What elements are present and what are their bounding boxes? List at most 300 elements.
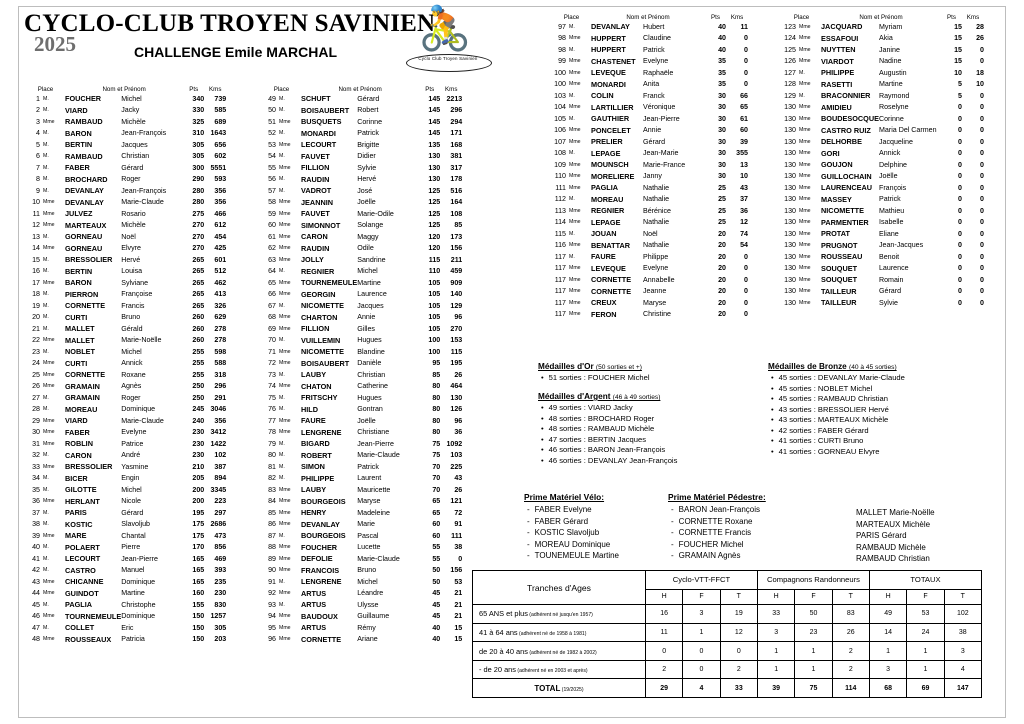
cell-first-name: Noël [121, 232, 136, 241]
cell-first-name: Catherine [357, 382, 388, 391]
cell-first-name: Engin [121, 474, 140, 483]
cell-last-name: LEVEQUE [591, 263, 626, 273]
cell-points: 105 [428, 313, 441, 322]
cell-place: 51 [268, 117, 276, 126]
cell-kms: 126 [450, 405, 463, 414]
age-cell: 24 [907, 623, 944, 642]
cell-last-name: DEVANLAY [65, 186, 104, 196]
cell-place: 9 [36, 186, 40, 195]
table-row [26, 254, 226, 266]
cell-place: 129 [784, 91, 796, 100]
cell-place: 10 [32, 198, 40, 207]
cell-last-name: HENRY [301, 508, 327, 518]
cell-last-name: COLIN [591, 91, 614, 101]
cell-points: 265 [192, 278, 205, 287]
table-row [782, 286, 984, 298]
cell-first-name: Patrick [643, 45, 665, 54]
cell-first-name: Christian [357, 370, 386, 379]
cell-place: 74 [268, 382, 276, 391]
cell-first-name: Roger [121, 393, 141, 402]
silver-medals-section [538, 392, 763, 466]
table-row [262, 323, 462, 335]
cell-last-name: ARTUS [301, 600, 327, 610]
cell-points: 145 [428, 106, 441, 115]
cell-civility: Mme [569, 138, 581, 145]
cell-place: 26 [32, 382, 40, 391]
table-header-row [26, 86, 226, 93]
table-row [262, 312, 462, 324]
cell-last-name: PARMENTIER [821, 217, 869, 227]
cell-kms: 270 [450, 324, 463, 333]
cell-kms: 108 [450, 209, 463, 218]
table-header-row [782, 14, 984, 21]
cell-civility: Mme [43, 498, 55, 505]
cell-civility: Mme [799, 219, 811, 226]
cell-last-name: MORELIERE [591, 171, 635, 181]
table-row [26, 358, 226, 370]
age-subheader: H [869, 589, 906, 604]
cell-civility: M. [43, 130, 49, 137]
cell-last-name: LAURENCEAU [821, 183, 873, 193]
cell-kms: 894 [214, 474, 227, 483]
cell-first-name: Agnès [121, 382, 142, 391]
table-row [26, 185, 226, 197]
cell-last-name: HILD [301, 404, 319, 414]
cell-kms: 72 [454, 508, 463, 517]
age-cell: 1 [907, 642, 944, 661]
age-data-row [473, 642, 982, 661]
cell-civility: Mme [569, 58, 581, 65]
cell-points: 0 [958, 103, 962, 112]
cell-points: 0 [958, 275, 962, 284]
cell-first-name: Michel [121, 485, 142, 494]
cell-civility: M. [43, 291, 49, 298]
cell-points: 165 [192, 554, 205, 563]
cell-last-name: ROUSSEAU [821, 252, 863, 262]
results-table-2 [262, 86, 462, 645]
table-row [26, 450, 226, 462]
cell-place: 130 [784, 229, 796, 238]
cell-points: 70 [432, 485, 441, 494]
cell-kms: 230 [214, 589, 227, 598]
cell-civility: M. [43, 555, 49, 562]
cell-place: 79 [268, 439, 276, 448]
cell-last-name: LARTILLIER [591, 102, 634, 112]
cell-last-name: FILLION [301, 324, 330, 334]
cell-civility: M. [279, 337, 285, 344]
cell-civility: M. [279, 440, 285, 447]
silver-medals-title: Médailles d'Argent (46 à 49 sorties) [538, 392, 661, 401]
cell-points: 40 [718, 22, 726, 31]
cell-first-name: Slavoljub [121, 520, 151, 529]
cell-civility: M. [569, 92, 575, 99]
cell-first-name: Christiane [357, 428, 390, 437]
cell-civility: Mme [279, 544, 291, 551]
table-row [552, 33, 748, 45]
cell-points: 250 [192, 393, 205, 402]
cell-kms: 739 [214, 94, 227, 103]
table-row [26, 507, 226, 519]
cell-place: 81 [268, 462, 276, 471]
cell-kms: 381 [450, 152, 463, 161]
cell-first-name: Michel [357, 577, 378, 586]
cell-civility: M. [43, 95, 49, 102]
cell-last-name: LECOURT [301, 140, 337, 150]
cell-last-name: LECOURT [65, 554, 101, 564]
cell-last-name: PONCELET [591, 125, 631, 135]
cell-last-name: CARON [301, 232, 328, 242]
list-item: • 45 sorties : NOBLET Michel [776, 384, 998, 393]
table-row [552, 159, 748, 171]
cell-last-name: FAURE [591, 252, 616, 262]
table-row [782, 228, 984, 240]
cell-civility: Mme [569, 242, 581, 249]
cell-points: 310 [192, 129, 205, 138]
cell-points: 25 [718, 206, 726, 215]
table-row [552, 21, 748, 33]
age-total-row [473, 679, 982, 698]
table-row [26, 231, 226, 243]
cell-points: 150 [192, 623, 205, 632]
cell-place: 6 [36, 152, 40, 161]
cell-place: 37 [32, 508, 40, 517]
cell-first-name: Odile [357, 244, 374, 253]
cell-kms: 413 [214, 290, 227, 299]
cell-place: 100 [554, 68, 566, 77]
cell-civility: Mme [43, 279, 55, 286]
cell-civility: M. [43, 176, 49, 183]
cell-kms: 18 [976, 68, 984, 77]
col-place: Place [563, 14, 580, 21]
cell-civility: Mme [279, 613, 291, 620]
cell-civility: Mme [279, 256, 291, 263]
cell-place: 24 [32, 359, 40, 368]
age-cell: 50 [795, 605, 832, 624]
cell-last-name: VADROT [301, 186, 332, 196]
list-item: MARTEAUX Michèle [856, 519, 931, 529]
cell-kms: 0 [980, 160, 984, 169]
cell-last-name: RAUDIN [301, 174, 330, 184]
cell-points: 200 [192, 497, 205, 506]
cell-points: 20 [718, 264, 726, 273]
cell-civility: M. [279, 601, 285, 608]
cell-place: 54 [268, 152, 276, 161]
cell-kms: 103 [450, 451, 463, 460]
cell-points: 85 [432, 370, 441, 379]
cell-civility: Mme [279, 636, 291, 643]
cell-civility: Mme [43, 590, 55, 597]
cell-last-name: ROBLIN [65, 439, 93, 449]
cell-civility: Mme [279, 348, 291, 355]
cell-place: 130 [784, 252, 796, 261]
cell-first-name: Roselyne [878, 103, 909, 112]
cell-first-name: Benoit [878, 252, 900, 261]
cell-points: 0 [958, 126, 962, 135]
age-cell: 1 [757, 660, 794, 679]
club-logo [400, 6, 496, 72]
cell-kms: 466 [214, 209, 227, 218]
cell-points: 300 [192, 163, 205, 172]
cell-civility: M. [279, 268, 285, 275]
cell-civility: Mme [43, 371, 55, 378]
cell-last-name: LENGRENE [301, 577, 342, 587]
table-row [782, 297, 984, 309]
cell-last-name: COLLET [65, 623, 95, 633]
cell-first-name: Manuel [121, 566, 145, 575]
cell-kms: 454 [214, 232, 227, 241]
list-item: • 46 sorties : BARON Jean-François [546, 445, 763, 454]
cell-civility: M. [43, 314, 49, 321]
table-row [262, 611, 462, 623]
cell-civility: Mme [43, 429, 55, 436]
table-row [262, 450, 462, 462]
cell-kms: 0 [980, 218, 984, 227]
table-row [26, 427, 226, 439]
cell-civility: Mme [799, 127, 811, 134]
cell-place: 30 [32, 428, 40, 437]
cell-kms: 60 [740, 126, 748, 135]
cell-first-name: Anita [643, 80, 660, 89]
cell-last-name: PRELIER [591, 137, 623, 147]
cell-first-name: Didier [357, 152, 376, 161]
cell-civility: Mme [569, 207, 581, 214]
cell-last-name: DEVANLAY [591, 22, 630, 32]
cell-points: 60 [432, 520, 441, 529]
cell-civility: Mme [279, 279, 291, 286]
cell-last-name: HUPPERT [591, 45, 626, 55]
cell-points: 0 [958, 114, 962, 123]
age-cell: 3 [869, 660, 906, 679]
cell-first-name: Martine [121, 589, 145, 598]
table-row [782, 194, 984, 206]
cell-first-name: Corinne [878, 114, 904, 123]
col-name: Nom et Prénom [859, 14, 903, 21]
cell-last-name: PROTAT [821, 229, 850, 239]
cell-first-name: Romain [878, 275, 904, 284]
list-item: - FOUCHER Michel [676, 540, 828, 549]
cell-last-name: CHASTENET [591, 56, 636, 66]
cell-first-name: Gérard [121, 163, 144, 172]
cell-last-name: CORNETTE [301, 634, 342, 644]
cell-kms: 355 [736, 149, 748, 158]
cell-points: 340 [192, 94, 205, 103]
table-row [262, 576, 462, 588]
results-table-1 [26, 86, 226, 645]
cell-first-name: Maria Del Carmen [878, 126, 937, 135]
table-row [26, 611, 226, 623]
cell-last-name: ESSAFOUI [821, 33, 859, 43]
col-kms: Kms [209, 86, 222, 93]
cell-points: 275 [192, 209, 205, 218]
cell-civility: Mme [279, 291, 291, 298]
cell-last-name: CHARTON [301, 312, 338, 322]
cell-last-name: PARIS [65, 508, 87, 518]
cell-kms: 593 [214, 175, 227, 184]
cell-first-name: Jean-François [121, 129, 167, 138]
table-row [262, 174, 462, 186]
age-subheader: F [907, 589, 944, 604]
list-item: • 45 sorties : DEVANLAY Marie-Claude [776, 373, 998, 382]
table-row [26, 151, 226, 163]
cell-points: 255 [192, 347, 205, 356]
cell-civility: M. [43, 268, 49, 275]
cell-kms: 0 [980, 252, 984, 261]
list-item: PARIS Gérard [856, 531, 907, 540]
cell-kms: 0 [744, 252, 748, 261]
cell-points: 330 [192, 106, 205, 115]
cell-first-name: Danièle [357, 359, 382, 368]
cell-place: 98 [558, 34, 566, 43]
cell-kms: 0 [744, 45, 748, 54]
cell-civility: Mme [799, 150, 811, 157]
cell-points: 20 [718, 287, 726, 296]
cell-points: 95 [432, 359, 441, 368]
cell-first-name: Gilles [357, 324, 375, 333]
cell-kms: 53 [454, 577, 463, 586]
table-row [262, 565, 462, 577]
cell-first-name: Nathalie [643, 218, 670, 227]
table-row [552, 286, 748, 298]
cell-points: 270 [192, 244, 205, 253]
cell-kms: 629 [214, 313, 227, 322]
cell-place: 98 [558, 45, 566, 54]
cell-civility: Mme [569, 127, 581, 134]
cell-civility: Mme [279, 222, 291, 229]
cell-place: 84 [268, 497, 276, 506]
list-item: - KOSTIC Slavoljub [532, 528, 664, 537]
cell-last-name: SCHUFT [301, 94, 331, 104]
cell-civility: M. [569, 115, 575, 122]
cell-points: 30 [718, 160, 726, 169]
cell-place: 105 [554, 114, 566, 123]
cell-first-name: Christophe [121, 600, 156, 609]
cell-place: 73 [268, 370, 276, 379]
cell-first-name: Annick [878, 149, 901, 158]
cell-first-name: Bruno [357, 566, 377, 575]
cell-first-name: Michel [357, 267, 378, 276]
table-header-row [262, 86, 462, 93]
cell-place: 113 [554, 206, 566, 215]
cell-kms: 464 [450, 382, 463, 391]
cell-points: 5 [958, 80, 962, 89]
table-row [262, 197, 462, 209]
cell-place: 117 [554, 264, 566, 273]
cell-points: 265 [192, 290, 205, 299]
cell-first-name: François [878, 183, 907, 192]
cell-first-name: Jean-François [121, 186, 167, 195]
age-cell: 2 [832, 660, 869, 679]
age-row-label-note: (adhérent né de 1982 à 2002) [527, 649, 597, 656]
age-cell: 49 [869, 605, 906, 624]
cell-place: 20 [32, 313, 40, 322]
cell-last-name: PHILIPPE [301, 473, 335, 483]
age-total-cell: 33 [720, 679, 757, 698]
cell-place: 75 [268, 393, 276, 402]
table-row [262, 553, 462, 565]
cell-first-name: Noël [643, 229, 658, 238]
cell-first-name: Hugues [357, 393, 382, 402]
list-item: • 49 sorties : VIARD Jacky [546, 403, 763, 412]
table-row [262, 484, 462, 496]
list-item: - FABER Gérard [532, 517, 664, 526]
cell-points: 0 [958, 206, 962, 215]
cell-kms: 512 [214, 267, 227, 276]
cell-civility: M. [279, 406, 285, 413]
cell-civility: M. [43, 302, 49, 309]
table-row [262, 415, 462, 427]
table-row [262, 588, 462, 600]
cell-civility: M. [279, 302, 285, 309]
cell-kms: 291 [214, 393, 227, 402]
cell-last-name: MOREAU [591, 194, 624, 204]
table-row [26, 220, 226, 232]
cell-first-name: Pascal [357, 531, 379, 540]
age-row-label [473, 642, 646, 661]
cell-civility: Mme [279, 567, 291, 574]
cell-first-name: Martine [357, 278, 381, 287]
cell-last-name: RAMBAUD [65, 151, 103, 161]
cell-last-name: BRESSOLIER [65, 255, 113, 265]
list-item: RAMBAUD Michèle [856, 542, 926, 552]
cell-civility: M. [279, 107, 285, 114]
cell-kms: 473 [214, 531, 227, 540]
age-cell: 1 [907, 660, 944, 679]
cell-points: 25 [718, 183, 726, 192]
cell-kms: 15 [454, 635, 463, 644]
cell-first-name: Jeanne [643, 287, 667, 296]
cell-first-name: Patrick [357, 462, 379, 471]
cell-place: 130 [784, 103, 796, 112]
cell-place: 2 [36, 106, 40, 115]
cell-last-name: PIERRON [65, 289, 99, 299]
cell-last-name: CORNETTE [591, 275, 632, 285]
cell-civility: M. [279, 187, 285, 194]
cell-place: 5 [36, 140, 40, 149]
prime-velo-list [524, 505, 664, 560]
cell-place: 17 [32, 278, 40, 287]
cell-last-name: PHILIPPE [821, 68, 855, 78]
cell-first-name: Evelyne [643, 264, 669, 273]
cell-points: 250 [192, 382, 205, 391]
cell-kms: 0 [744, 264, 748, 273]
cell-place: 29 [32, 416, 40, 425]
cell-last-name: HUPPERT [591, 33, 626, 43]
cell-points: 305 [192, 140, 205, 149]
cell-place: 55 [268, 163, 276, 172]
cell-kms: 0 [980, 91, 984, 100]
cell-points: 270 [192, 232, 205, 241]
cell-place: 92 [268, 589, 276, 598]
cell-place: 91 [268, 577, 276, 586]
table-row [26, 174, 226, 186]
cell-place: 112 [554, 195, 566, 204]
age-cell: 53 [907, 605, 944, 624]
cell-kms: 10 [976, 80, 984, 89]
cell-points: 20 [718, 275, 726, 284]
cell-place: 125 [784, 45, 796, 54]
cell-points: 0 [958, 137, 962, 146]
cell-kms: 585 [214, 106, 227, 115]
cell-last-name: GOUJON [821, 160, 853, 170]
cell-civility: Mme [799, 184, 811, 191]
cell-first-name: Patrick [878, 195, 901, 204]
cell-points: 80 [432, 428, 441, 437]
col-name: Nom et Prénom [626, 14, 670, 21]
table-row [782, 102, 984, 114]
cell-first-name: Jean-Pierre [357, 439, 394, 448]
cell-last-name: REGNIER [591, 206, 625, 216]
cell-kms: 425 [214, 244, 227, 253]
